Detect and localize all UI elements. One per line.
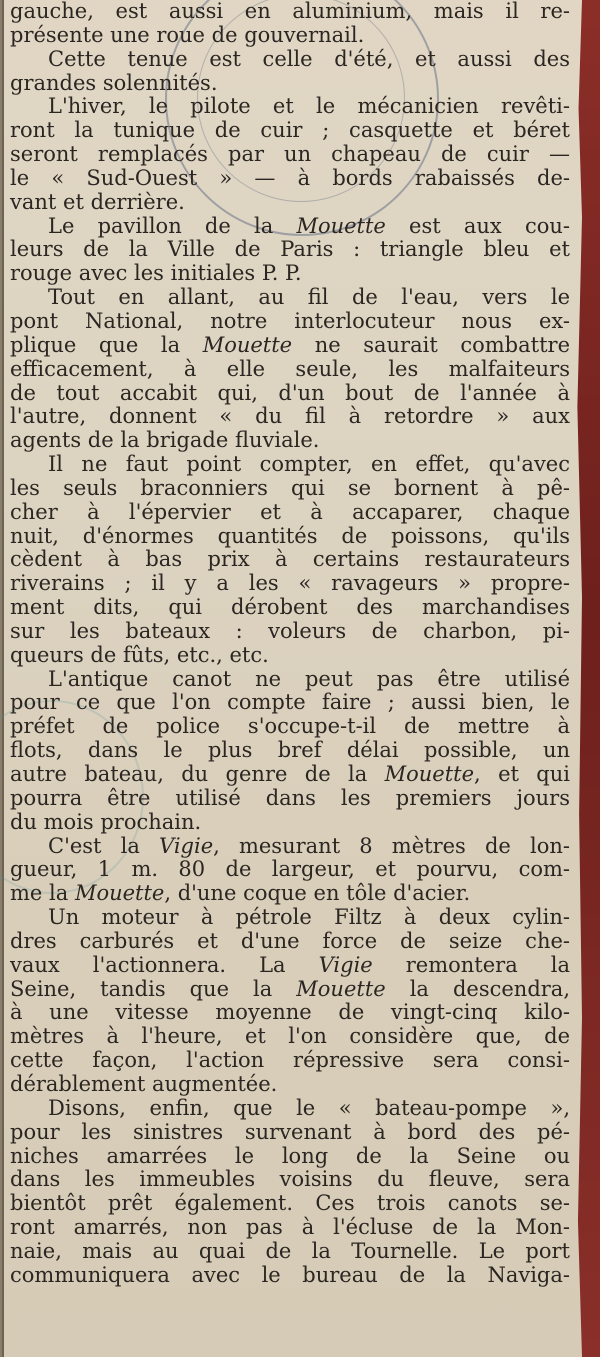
text-line: à une vitesse moyenne de vingt-cinq kilo- <box>10 1000 570 1025</box>
text-line: présente une roue de gouvernail. <box>10 22 365 47</box>
paragraph-1 <box>10 0 570 48</box>
text-line: Il ne faut point compter, en effet, qu'avec <box>48 452 570 477</box>
text-line: communiquera avec le bureau de la Naviga- <box>10 1262 570 1287</box>
text-line: l'autre, donnent « du fil à retordre » aux <box>10 404 570 429</box>
text-line: Un moteur à pétrole Filtz à deux cylin- <box>48 905 570 930</box>
text-line: pour les sinistres survenant à bord des pé- <box>10 1119 570 1144</box>
text-line: L'hiver, le pilote et le mécanicien revêti- <box>48 94 570 119</box>
text-line: ront amarrés, non pas à l'écluse de la Mon- <box>10 1215 570 1240</box>
text-line: Le pavillon de la Mouette est aux cou- <box>48 213 570 238</box>
paragraph-10 <box>10 1097 570 1288</box>
text-line: pont National, notre interlocuteur nous ex- <box>10 308 570 333</box>
text-line: cette façon, l'action répressive sera consi- <box>10 1048 570 1073</box>
text-line: gueur, 1 m. 80 de largeur, et pourvu, com- <box>10 857 570 882</box>
text-line: flots, dans le plus bref délai possible, un <box>10 738 570 763</box>
text-line: seront remplacés par un chapeau de cuir — <box>10 142 570 167</box>
text-line: ment dits, qui dérobent des marchandises <box>10 595 570 620</box>
text-line: ront la tunique de cuir ; casquette et béret <box>10 118 570 143</box>
clipping-left-border <box>2 0 4 1357</box>
text-line: cher à l'épervier et à accaparer, chaque <box>10 499 570 524</box>
text-line: naie, mais au quai de la Tournelle. Le port <box>10 1238 570 1263</box>
text-line: dérablement augmentée. <box>10 1071 278 1096</box>
text-line: les seuls braconniers qui se bornent à pê- <box>10 475 570 500</box>
text-line: le « Sud-Ouest » — à bords rabaissés de- <box>10 165 570 190</box>
paragraph-3 <box>10 95 570 214</box>
text-line: Seine, tandis que la Mouette la descendra, <box>10 976 570 1001</box>
text-line: me la Mouette, d'une coque en tôle d'acier. <box>10 881 471 906</box>
paragraph-5 <box>10 286 570 453</box>
text-line: leurs de la Ville de Paris : triangle bleu et <box>10 237 570 262</box>
text-line: niches amarrées le long de la Seine ou <box>10 1143 570 1168</box>
paragraph-8 <box>10 835 570 907</box>
text-line: vant et derrière. <box>10 189 185 214</box>
text-line: agents de la brigade fluviale. <box>10 428 320 453</box>
paragraph-4 <box>10 215 570 287</box>
paragraph-6 <box>10 453 570 668</box>
text-line: pour ce que l'on compte faire ; aussi bien, le <box>10 690 570 715</box>
text-line: rouge avec les initiales P. P. <box>10 261 302 286</box>
text-line: riverains ; il y a les « ravageurs » propre- <box>10 571 570 596</box>
paragraph-7 <box>10 668 570 835</box>
text-line: Cette tenue est celle d'été, et aussi des <box>48 46 570 71</box>
text-line: pourra être utilisé dans les premiers jours <box>10 785 570 810</box>
article-body <box>10 0 570 1357</box>
text-line: Disons, enfin, que le « bateau-pompe », <box>48 1095 570 1120</box>
text-line: cèdent à bas prix à certains restaurateurs <box>10 547 570 572</box>
text-line: C'est la Vigie, mesurant 8 mètres de lon- <box>48 833 570 858</box>
text-line: L'antique canot ne peut pas être utilisé <box>48 666 570 691</box>
text-line: autre bateau, du genre de la Mouette, et qui <box>10 762 570 786</box>
text-line: sur les bateaux : voleurs de charbon, pi- <box>10 618 570 643</box>
text-line: queurs de fûts, etc., etc. <box>10 642 269 667</box>
text-line: préfet de police s'occupe-t-il de mettre à <box>10 714 570 739</box>
text-line: dans les immeubles voisins du fleuve, sera <box>10 1167 570 1192</box>
text-line: de tout accabit qui, d'un bout de l'année à <box>10 380 570 405</box>
text-line: efficacement, à elle seule, les malfaiteurs <box>10 356 570 381</box>
text-line: Tout en allant, au fil de l'eau, vers le <box>48 285 570 310</box>
text-line: bientôt prêt également. Ces trois canots se- <box>10 1191 570 1216</box>
text-line: plique que la Mouette ne saurait combattre <box>10 332 570 357</box>
text-line: grandes solennités. <box>10 70 218 95</box>
paragraph-9 <box>10 906 570 1097</box>
text-line: vaux l'actionnera. La Vigie remontera la <box>10 952 570 977</box>
text-line: nuit, d'énormes quantités de poissons, qu'ils <box>10 523 570 548</box>
text-line: mètres à l'heure, et l'on considère que, de <box>10 1024 570 1049</box>
text-line: gauche, est aussi en aluminium, mais il re- <box>10 0 570 23</box>
text-line: du mois prochain. <box>10 809 202 834</box>
text-line: dres carburés et d'une force de seize che- <box>10 928 570 953</box>
paragraph-2 <box>10 48 570 96</box>
